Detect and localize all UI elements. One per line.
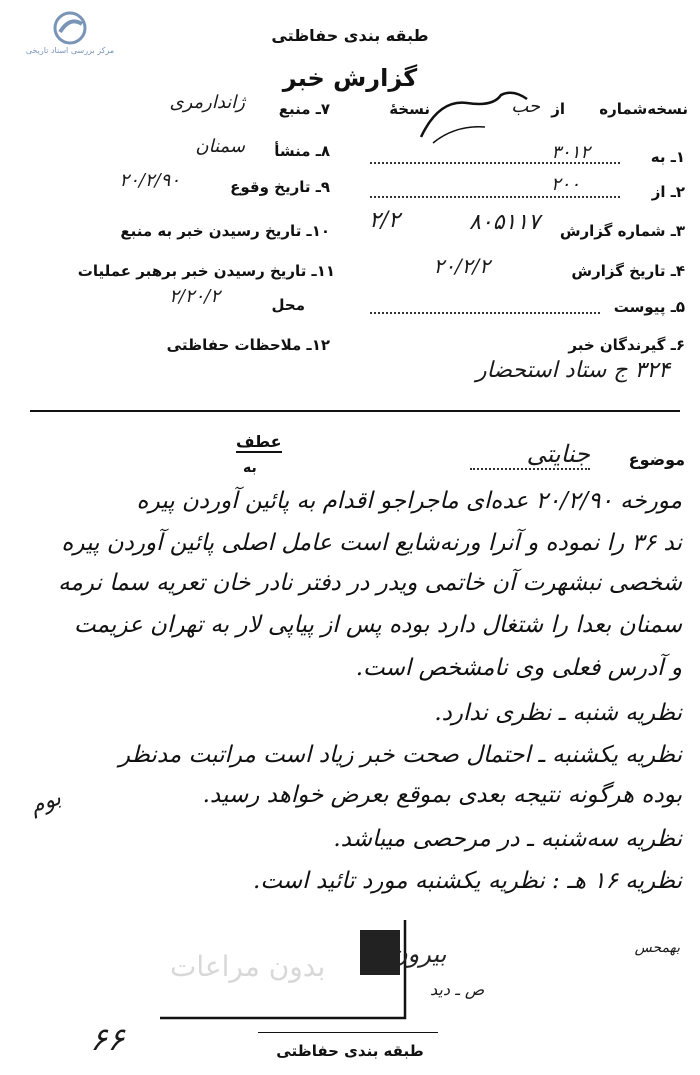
signature-mark — [415, 85, 535, 145]
field-10-label: ۱۰ـ تاریخ رسیدن خبر به منبع — [120, 222, 330, 240]
field-9-label: ۹ـ تاریخ وقوع — [230, 178, 330, 196]
header-divider — [30, 410, 680, 412]
body-line: شخصی نبشهرت آن خاتمی ویدر در دفتر نادر خان تعریه سما نرمه — [58, 570, 682, 596]
field-8-value: سمنان — [195, 136, 245, 157]
field-8-label: ۸ـ منشأ — [274, 142, 330, 160]
report-title: گزارش خبر — [282, 64, 418, 92]
body-line: ند ۳۶ را نموده و آنرا ورنه‌شایع است عامل اصلی پائین آوردن پیره — [61, 530, 682, 556]
stamp-text: بیرون — [390, 940, 447, 968]
field-6-value: ۳۲۴ ج ستاد استحضار — [476, 358, 670, 383]
copy-label: نسخهٔ — [389, 100, 430, 118]
copy-number-from-value: حب — [511, 96, 540, 117]
field-7-label: ۷ـ منبع — [278, 100, 330, 118]
field-11-value: ۲/۲۰/۲ — [169, 286, 220, 307]
field-10-value: ۲/۲ — [368, 208, 400, 233]
field-5-label: ۵ـ پیوست — [613, 298, 685, 316]
archive-logo-icon — [50, 10, 90, 46]
field-5-dots — [370, 312, 600, 314]
field-2-label: ۲ـ از — [651, 183, 685, 201]
body-line: نظریه ۱۶ هـ : نظریه یکشنبه مورد تائید است. — [253, 868, 682, 894]
footer-rule — [258, 1032, 438, 1033]
margin-note: بوم — [26, 785, 65, 820]
copy-number-label: نسخه‌شماره — [599, 100, 688, 118]
subject-note-top: عطف — [236, 432, 282, 451]
stamp-area — [160, 920, 510, 1020]
field-11-place-label: محل — [271, 296, 305, 314]
subject-value: جنایتی — [526, 440, 590, 468]
archive-logo-caption: مرکز بررسی اسناد تاریخی — [25, 46, 115, 55]
field-2-dots — [370, 196, 620, 198]
body-line: سمنان بعدا را شتغال دارد بوده پس از پیاپی لار به تهران عزیمت — [74, 612, 682, 638]
footer-classification: طبقه بندی حفاظتی — [276, 1042, 424, 1060]
body-line: بوده هرگونه نتیجه بعدی بموقع بعرض خواهد رسید. — [202, 782, 682, 808]
field-11-label: ۱۱ـ تاریخ رسیدن خبر برهبر عملیات — [77, 262, 335, 280]
stamp-border — [160, 920, 410, 1020]
archive-logo — [20, 10, 120, 58]
subject-dots — [470, 468, 590, 470]
field-12-label: ۱۲ـ ملاحظات حفاظتی — [166, 336, 330, 354]
stamp-side-note: ص ـ دید — [430, 980, 485, 999]
copy-from-label: از — [551, 100, 565, 118]
field-4-label: ۴ـ تاریخ گزارش — [571, 262, 685, 280]
field-4-value: ۲۰/۲/۲ — [433, 254, 490, 278]
field-3-value: ۸۰۵۱۱۷ — [469, 210, 540, 235]
body-line: نظریه سه‌شنبه ـ در مرحصی میباشد. — [333, 826, 682, 852]
field-3-label: ۳ـ شماره گزارش — [559, 222, 685, 240]
stamp-faint-text: بدون مراعات — [170, 950, 326, 983]
classification-header: طبقه بندی حفاظتی — [271, 26, 429, 45]
body-line: و آدرس فعلی وی نامشخص است. — [355, 655, 682, 681]
subject-label: موضوع — [628, 450, 685, 469]
right-margin-note: بهمحس — [634, 940, 680, 956]
body-line: نظریه یکشنبه ـ احتمال صحت خبر زیاد است مراتبت مدنظر — [118, 742, 682, 768]
subject-note-bottom: به — [243, 460, 257, 476]
body-line: مورخه ۲۰/۲/۹۰ عده‌ای ماجراجو اقدام به پائین آوردن پیره — [136, 488, 682, 514]
field-6-label: ۶ـ گیرندگان خبر — [568, 336, 685, 354]
body-line: نظریه شنبه ـ نظری ندارد. — [434, 700, 682, 726]
page-marks: ۶۶ — [90, 1020, 125, 1058]
field-1-label: ۱ـ به — [650, 148, 685, 166]
field-9-value: ۲۰/۲/۹۰ — [119, 170, 180, 191]
field-7-value: ژاندارمری — [169, 92, 245, 113]
field-2-value: ۲۰۰ — [550, 174, 580, 195]
field-1-value: ۳۰۱۲ — [551, 142, 590, 163]
